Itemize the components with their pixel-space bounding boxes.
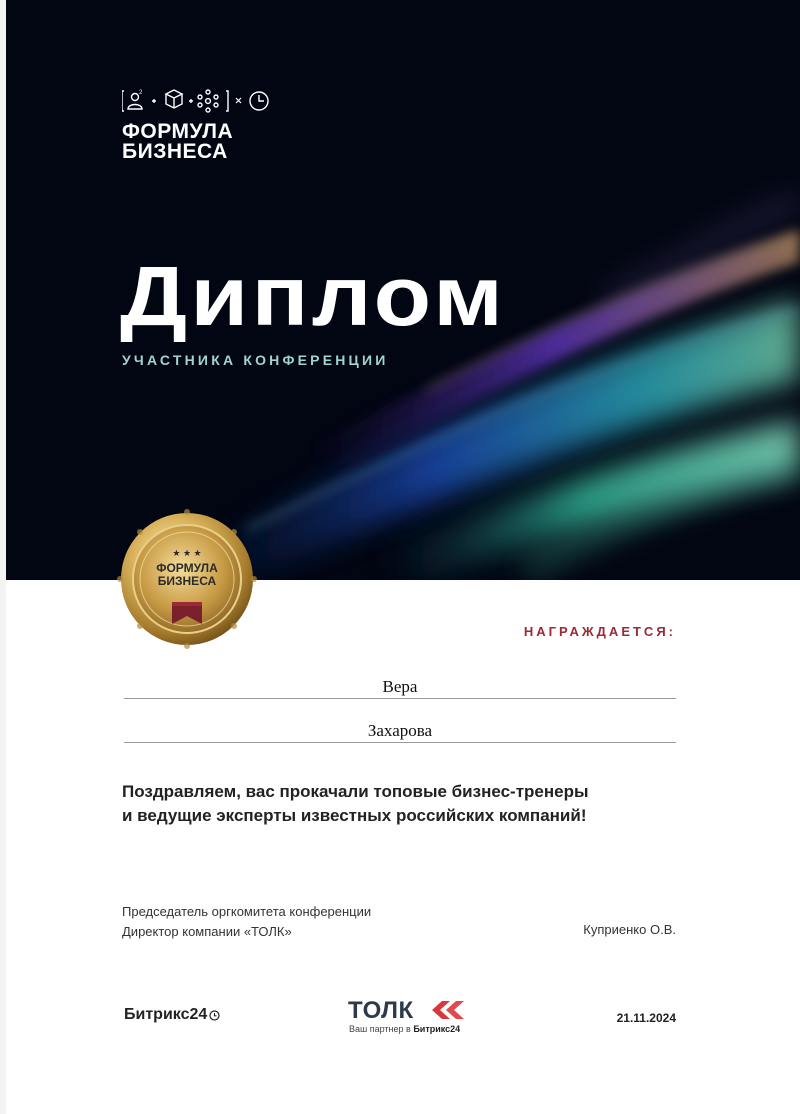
chevrons-icon [428, 1000, 480, 1020]
tolk-wordmark: ТОЛК [348, 997, 414, 1024]
signatory-role [122, 902, 371, 942]
tolk-logo [348, 997, 488, 1037]
gold-seal-medal [114, 506, 260, 652]
tolk-tagline: Ваш партнер в Битрикс24 [349, 1024, 461, 1034]
congrats-line1: Поздравляем, вас прокачали топовые бизнес-тренеры [122, 782, 589, 801]
congrats-line2: и ведущие эксперты известных российских компаний! [122, 806, 587, 825]
awarded-label: НАГРАЖДАЕТСЯ: [523, 624, 676, 639]
diploma-title: Диплом [120, 249, 507, 343]
bitrix24-label: Битрикс24 [124, 1006, 208, 1023]
svg-text:2: 2 [139, 90, 143, 96]
role-line2: Директор компании «ТОЛК» [122, 924, 292, 939]
svg-text:★ ★ ★: ★ ★ ★ [172, 548, 202, 558]
recipient-last-name: Захарова [124, 720, 676, 743]
issue-date: 21.11.2024 [616, 1011, 676, 1025]
hero-banner [6, 0, 800, 580]
diploma-subtitle: УЧАСТНИКА КОНФЕРЕНЦИИ [122, 352, 389, 368]
recipient-first-name: Вера [124, 676, 676, 699]
brand-logo [122, 122, 233, 162]
medal-line2: БИЗНЕСА [157, 574, 217, 588]
role-line1: Председатель оргкомитета конференции [122, 904, 372, 919]
formula-icons [122, 88, 282, 114]
clock-icon [209, 1010, 220, 1021]
bitrix24-logo [124, 1006, 220, 1024]
brand-line1: ФОРМУЛА [122, 120, 234, 143]
signatory-name: Куприенко О.В. [583, 922, 676, 937]
medal-line1: ФОРМУЛА [156, 561, 218, 575]
congratulation-message [122, 780, 722, 828]
brand-line2: БИЗНЕСА [122, 140, 228, 163]
